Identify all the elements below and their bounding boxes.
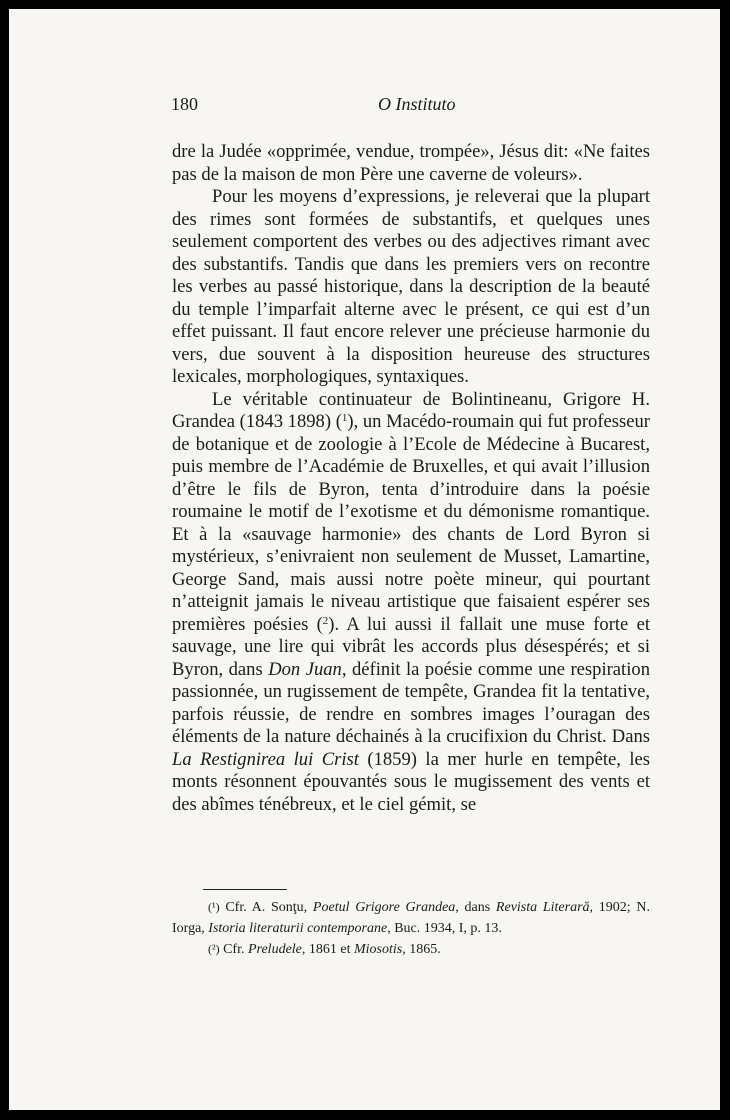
text-run: dre la Judée «opprimée, vendue, trompée», Jésus dit: «Ne faites pas de la maison de mon Père une caverne de voleurs». [172, 141, 650, 185]
italic-title: Preludele [247, 942, 302, 957]
page-number: 180 [171, 94, 198, 114]
running-title: O Instituto [378, 94, 456, 114]
footnote-reference: 2 [322, 614, 329, 627]
footnote-divider [203, 889, 287, 890]
text-run: (1859) la mer hurle en tempête, les monts résonnent épouvantés sous le mugissement des vents et des abîmes ténébreux, et le ciel gémit, se [172, 748, 651, 815]
text-run: , 1861 et [301, 942, 354, 957]
body-text [172, 141, 650, 816]
footnote-reference: 1 [341, 412, 348, 424]
footnote-1 [172, 897, 650, 939]
text-run: , 1902; N. Iorga, [172, 900, 651, 936]
text-run: Cfr. [219, 942, 248, 957]
text-run: Cfr. A. Sonţu, [219, 900, 313, 915]
text-run: Le véritable continuateur de Bolintineanu, Grigore H. Grandea (1843 1898) ( [172, 388, 650, 432]
text-run: Pour les moyens d’expressions, je releverai que la plupart des rimes sont formées de substantifs, et quelques unes seulement comportent des verbes ou des adjectives rimant avec des substantifs. Tandis que dans les premiers vers on recontre les verbes au passé historique, dans la description de la beauté du temple l’imparfait alterne avec le présent, ce qui est d’un effet puissant. Il faut encore relever une précieuse harmonie du vers, due souvent à la disposition heureuse des structures lexicales, morphologiques, syntaxiques. [172, 186, 650, 387]
text-run: , 1865. [402, 942, 441, 957]
paragraph-1 [172, 141, 650, 186]
italic-title: Don Juan [268, 658, 342, 680]
text-run: , définit la poésie comme une respiration passionnée, un rugissement de tempête, Grandea fit la tentative, parfois réussie, de rendre en sombres images l’ouragan des éléments de la nature déchainés à la crucifixion du Christ. Dans [172, 658, 650, 747]
footnote-mark: (²) [208, 942, 220, 956]
footnote-2 [172, 939, 650, 960]
italic-title: Revista Literară [495, 900, 590, 915]
text-run: ), un Macédo-roumain qui fut professeur de botanique et de zoologie à l’Ecole de Médecine à Bucarest, puis membre de l’Académie de Bruxelles, et qui avait l’illusion d’être le fils de Byron, tenta d’introduire dans la poésie roumaine le motif de l’exotisme et du démonisme romantique. Et à la «sauvage harmonie» des chants de Lord Byron si mystérieux, s’enivraient non seulement de Musset, Lamartine, George Sand, mais aussi notre poète mineur, qui pourtant n’atteignit jamais le niveau artistique que faisaient espérer ses premières poésies ( [172, 411, 650, 635]
text-run: , dans [455, 900, 496, 915]
document-page [9, 9, 720, 1110]
text-run: ). A lui aussi il fallait une muse forte et sauvage, une lire qui vibrât les accords plus désespérés; et si Byron, dans [172, 613, 650, 680]
italic-title: Istoria literaturii contemporane [208, 921, 388, 936]
paragraph-3 [172, 389, 650, 817]
footnotes [172, 897, 650, 960]
italic-title: Poetul Grigore Grandea [312, 900, 456, 915]
paragraph-2 [172, 186, 650, 389]
italic-title: Miosotis [354, 942, 403, 957]
italic-title: La Restignirea lui Crist [172, 748, 359, 770]
text-run: , Buc. 1934, I, p. 13. [387, 921, 502, 936]
footnote-mark: (¹) [208, 900, 220, 914]
